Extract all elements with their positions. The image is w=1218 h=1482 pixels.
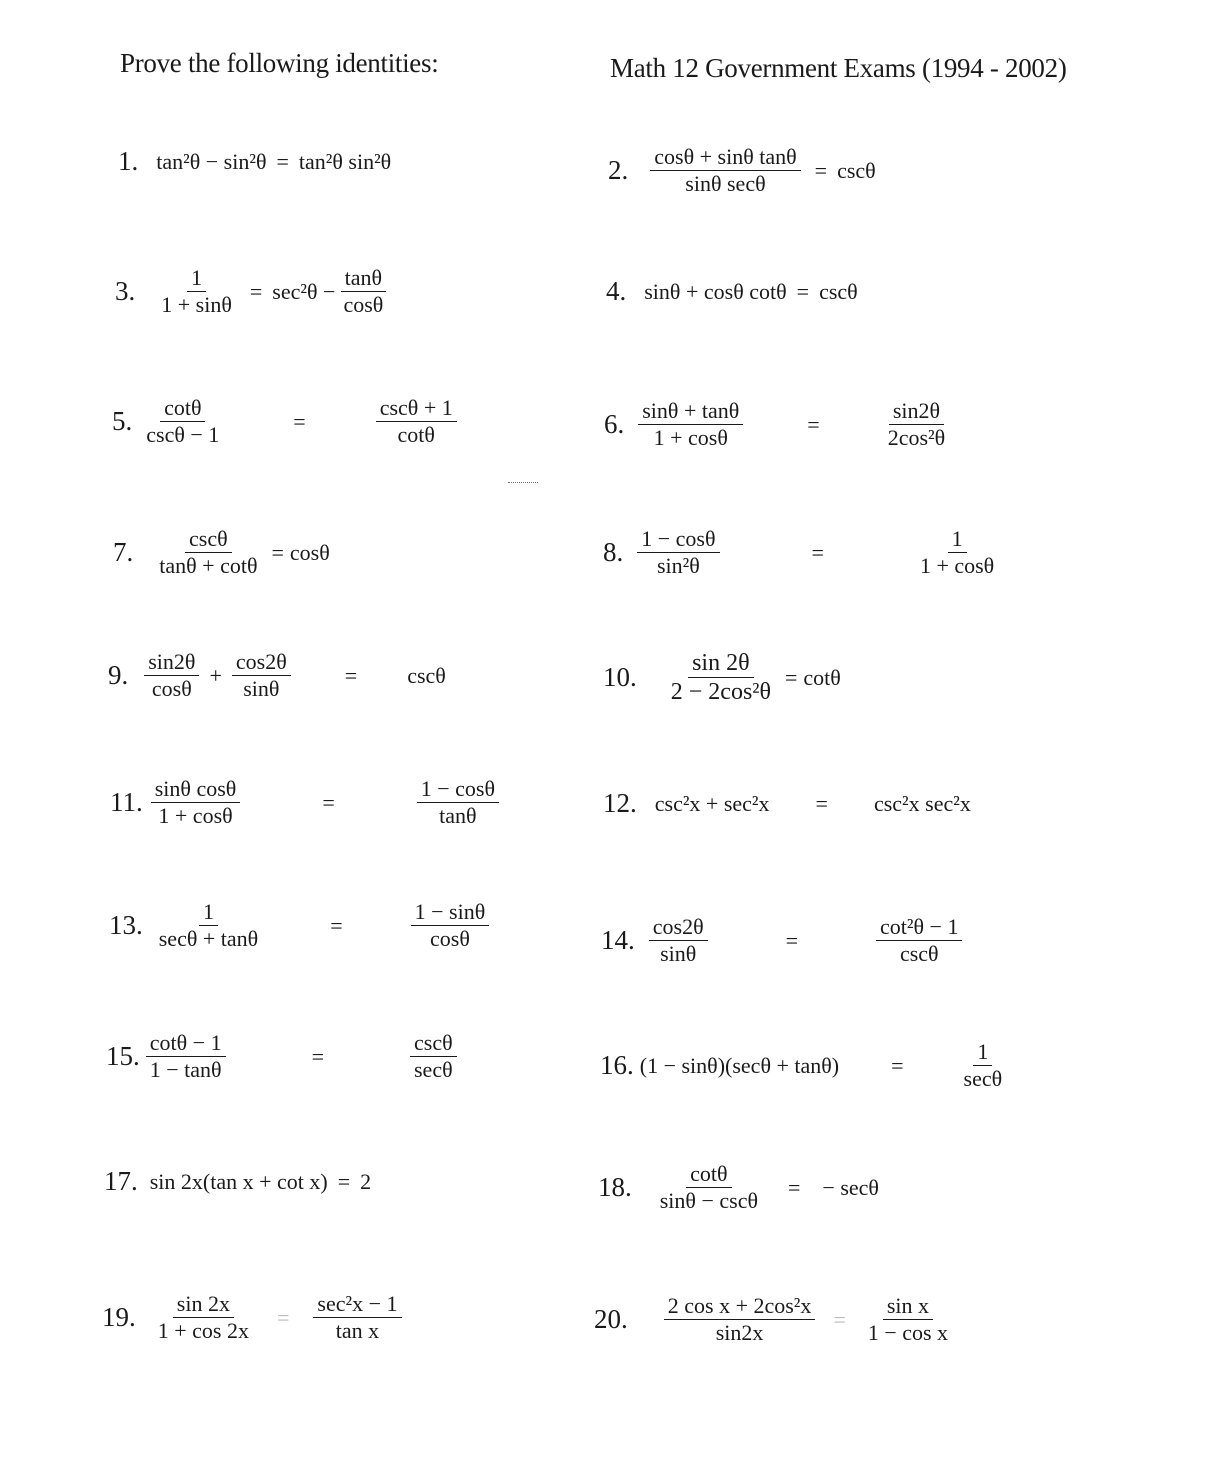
equals-sign: = (788, 1174, 801, 1200)
lhs-fraction (157, 266, 236, 317)
numerator: 1 − cosθ (637, 527, 719, 553)
numerator: 1 (187, 266, 206, 292)
lhs: csc²x + sec²x (654, 790, 770, 816)
numerator: 1 − sinθ (411, 900, 490, 926)
denominator: sinθ − cscθ (659, 1188, 758, 1214)
denominator: sinθ (660, 941, 697, 967)
lhs-fraction (151, 777, 241, 828)
term-b-fraction (232, 650, 291, 701)
numerator: cotθ (686, 1162, 731, 1188)
problem-number: 19. (102, 1302, 136, 1333)
worksheet-source-title: Math 12 Government Exams (1994 - 2002) (610, 53, 1067, 83)
rhs: cscθ (837, 157, 876, 183)
problem-14 (601, 915, 966, 966)
problem-number: 2. (608, 155, 629, 186)
equals-sign: = (815, 790, 828, 816)
numerator: 1 (973, 1040, 992, 1066)
denominator: 1 − tanθ (149, 1057, 222, 1083)
numerator: cos2θ (232, 650, 291, 676)
rhs: 2 (360, 1168, 372, 1194)
stray-mark (508, 482, 538, 483)
equals-sign: = (276, 148, 289, 174)
problem-19 (102, 1292, 406, 1343)
lhs-fraction (638, 399, 743, 450)
equals-sign: = (276, 1304, 290, 1330)
equals-sign: = (322, 789, 335, 815)
lhs-fraction (142, 396, 223, 447)
denominator: secθ (414, 1057, 453, 1083)
denominator: 1 + cosθ (158, 803, 233, 829)
equals-sign: = (811, 539, 824, 565)
numerator: 1 (948, 527, 967, 553)
rhs-fraction (411, 900, 490, 951)
rhs: cotθ (803, 664, 841, 690)
denominator: secθ (963, 1066, 1003, 1092)
problem-13 (109, 900, 493, 951)
equals-sign: = (337, 1168, 351, 1194)
problem-12 (603, 788, 971, 819)
denominator: tanθ (439, 803, 477, 829)
lhs-fraction (146, 1031, 226, 1082)
problem-15 (106, 1031, 461, 1082)
problem-2 (608, 145, 876, 196)
rhs: cscθ (819, 278, 858, 304)
term-a-fraction (144, 650, 199, 701)
numerator: cotθ − 1 (146, 1031, 226, 1057)
problem-number: 10. (603, 662, 637, 693)
rhs-fraction (417, 777, 499, 828)
equals-sign: = (271, 539, 284, 565)
problem-number: 17. (104, 1166, 138, 1196)
lhs-fraction (154, 1292, 253, 1343)
rhs-fraction (313, 1292, 401, 1343)
denominator: 2 − 2cos²θ (670, 679, 771, 706)
problem-number: 6. (604, 409, 625, 440)
problem-number: 18. (598, 1172, 632, 1203)
problem-number: 8. (603, 537, 624, 568)
numerator: 1 − cosθ (417, 777, 499, 803)
lhs-fraction (664, 1294, 816, 1345)
denominator: 1 + cosθ (653, 425, 728, 451)
numerator: sin2θ (889, 399, 944, 425)
lhs: tan²θ − sin²θ (156, 148, 267, 174)
problem-number: 1. (118, 146, 139, 176)
rhs: csc²x sec²x (873, 790, 971, 816)
rhs-fraction (960, 1040, 1007, 1091)
problem-number: 11. (110, 787, 143, 818)
denominator: 1 + cos 2x (157, 1318, 249, 1344)
equals-sign: = (814, 157, 828, 183)
problem-number: 7. (113, 537, 134, 568)
rhs: cosθ (289, 539, 330, 565)
rhs-fraction (376, 396, 457, 447)
denominator: 1 − cos x (867, 1320, 949, 1346)
denominator: cscθ (899, 941, 939, 967)
problem-5 (112, 396, 461, 447)
denominator: sinθ (243, 676, 280, 702)
worksheet-instruction: Prove the following identities: (120, 48, 439, 78)
equals-sign: = (784, 664, 798, 690)
problem-number: 20. (594, 1304, 628, 1335)
rhs-fraction (864, 1294, 952, 1345)
problem-16 (600, 1040, 1010, 1091)
numerator: cot²θ − 1 (876, 915, 962, 941)
equals-sign: = (330, 912, 343, 938)
lhs: (1 − sinθ)(secθ + tanθ) (639, 1052, 840, 1078)
lhs: sin 2x(tan x + cot x) (149, 1168, 328, 1194)
problem-number: 14. (601, 925, 635, 956)
numerator: sinθ + tanθ (638, 399, 743, 425)
lhs-fraction (155, 900, 262, 951)
denominator: tan x (335, 1318, 380, 1344)
rhs-prefix: sec²θ − (272, 278, 336, 304)
lhs-fraction (656, 1162, 762, 1213)
numerator: 2 cos x + 2cos²x (664, 1294, 816, 1320)
problem-10 (603, 650, 841, 706)
equals-sign: = (311, 1043, 324, 1069)
problem-3 (115, 266, 391, 317)
rhs-fraction (410, 1031, 457, 1082)
equals-sign: = (249, 278, 263, 304)
numerator: sin 2θ (688, 650, 754, 678)
numerator: tanθ (341, 266, 386, 292)
problem-17 (104, 1166, 371, 1197)
problem-8 (603, 527, 1002, 578)
denominator: cotθ (397, 422, 435, 448)
problem-1 (118, 146, 391, 177)
numerator: cscθ + 1 (376, 396, 457, 422)
numerator: sinθ cosθ (151, 777, 241, 803)
numerator: sin x (883, 1294, 933, 1320)
denominator: cosθ (430, 926, 470, 952)
problem-number: 4. (606, 276, 627, 306)
denominator: 2cos²θ (887, 425, 946, 451)
problem-4 (606, 276, 858, 307)
problem-number: 3. (115, 276, 136, 307)
problem-number: 9. (108, 660, 129, 691)
lhs-fraction (650, 145, 800, 196)
rhs: tan²θ sin²θ (298, 148, 392, 174)
denominator: sinθ secθ (685, 171, 766, 197)
rhs-fraction (339, 266, 387, 317)
problem-11 (110, 777, 503, 828)
plus-sign: + (209, 662, 222, 688)
numerator: cos2θ (649, 915, 708, 941)
lhs: sinθ + cosθ cotθ (644, 278, 787, 304)
rhs: − secθ (822, 1174, 879, 1200)
problem-number: 5. (112, 406, 133, 437)
equals-sign: = (891, 1052, 904, 1078)
numerator: 1 (199, 900, 218, 926)
lhs-fraction (155, 527, 261, 578)
problem-number: 13. (109, 910, 143, 941)
numerator: cscθ (410, 1031, 457, 1057)
equals-sign: = (293, 408, 306, 434)
denominator: 1 + sinθ (161, 292, 232, 318)
numerator: cscθ (185, 527, 232, 553)
problem-20 (594, 1294, 956, 1345)
denominator: cscθ − 1 (146, 422, 220, 448)
equals-sign: = (833, 1306, 846, 1332)
problem-number: 12. (603, 788, 637, 818)
denominator: sin2x (715, 1320, 764, 1346)
problem-7 (113, 527, 330, 578)
denominator: cosθ (151, 676, 192, 702)
denominator: sin²θ (656, 553, 700, 579)
problem-9 (108, 650, 446, 701)
rhs-fraction (916, 527, 998, 578)
equals-sign: = (796, 278, 810, 304)
problem-18 (598, 1162, 879, 1213)
rhs: cscθ (407, 662, 446, 688)
problem-6 (604, 399, 953, 450)
denominator: 1 + cosθ (919, 553, 995, 579)
equals-sign: = (785, 927, 799, 953)
numerator: cotθ (160, 396, 205, 422)
problem-number: 16. (600, 1050, 634, 1081)
denominator: tanθ + cotθ (159, 553, 258, 579)
lhs-fraction (667, 650, 775, 706)
numerator: sec²x − 1 (313, 1292, 401, 1318)
lhs-fraction (637, 527, 719, 578)
denominator: cosθ (343, 292, 384, 318)
numerator: sin 2x (173, 1292, 234, 1318)
lhs-fraction (649, 915, 708, 966)
rhs-fraction (884, 399, 949, 450)
equals-sign: = (344, 662, 358, 688)
problem-number: 15. (106, 1041, 140, 1072)
numerator: sin2θ (144, 650, 199, 676)
equals-sign: = (807, 411, 820, 437)
denominator: secθ + tanθ (158, 926, 259, 952)
numerator: cosθ + sinθ tanθ (650, 145, 800, 171)
rhs-fraction (876, 915, 962, 966)
